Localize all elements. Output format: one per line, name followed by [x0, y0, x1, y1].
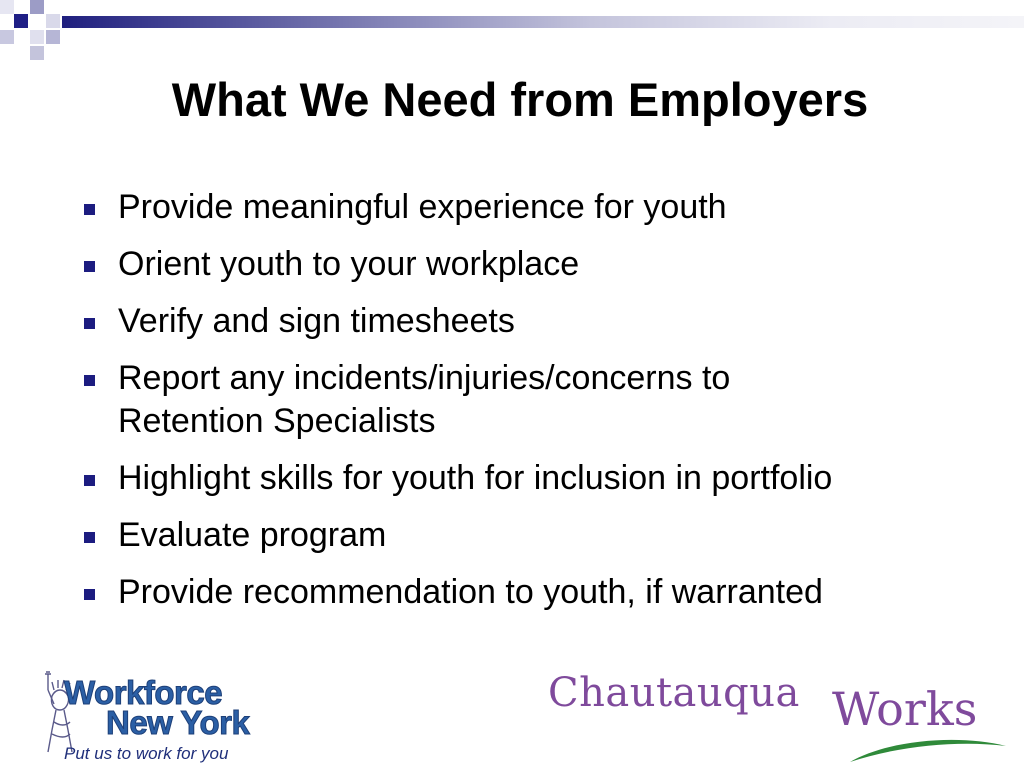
square-bullet-icon — [84, 261, 95, 272]
decor-square — [46, 14, 60, 28]
decor-square — [30, 46, 44, 60]
chautauqua-logo-word2: Works — [832, 682, 978, 736]
workforce-logo-line2: New York — [106, 704, 250, 741]
workforce-logo-line1: Workforce — [64, 674, 223, 711]
bullet-item — [80, 571, 980, 614]
slide-title: What We Need from Employers — [171, 73, 869, 126]
bullet-item — [80, 243, 980, 286]
square-bullet-icon — [84, 532, 95, 543]
decor-square — [0, 0, 14, 14]
square-bullet-icon — [84, 318, 95, 329]
bullet-item — [80, 357, 878, 443]
bullet-text: Provide recommendation to youth, if warranted — [118, 573, 823, 611]
chautauqua-works-logo — [548, 668, 1018, 766]
square-bullet-icon — [84, 589, 95, 600]
bullet-text: Evaluate program — [118, 516, 387, 554]
workforce-new-york-logo — [38, 668, 298, 766]
workforce-logo-tagline: Put us to work for you — [64, 744, 229, 763]
square-bullet-icon — [84, 204, 95, 215]
decor-square — [30, 30, 44, 44]
chautauqua-logo-word1: Chautauqua — [548, 670, 800, 716]
bullet-list — [80, 186, 980, 628]
bullet-text: Orient youth to your workplace — [118, 245, 580, 283]
bullet-text: Verify and sign timesheets — [118, 302, 515, 340]
bullet-text: Report any incidents/injuries/concerns to Retention Specialists — [118, 359, 731, 440]
decor-square — [30, 0, 44, 14]
decor-square — [0, 30, 14, 44]
decor-square — [46, 30, 60, 44]
decor-square — [14, 14, 28, 28]
bullet-text: Provide meaningful experience for youth — [118, 188, 727, 226]
bullet-item — [80, 514, 980, 557]
bullet-item — [80, 457, 980, 500]
square-bullet-icon — [84, 475, 95, 486]
green-swoosh-icon — [848, 736, 1008, 766]
bullet-item — [80, 186, 980, 229]
bullet-item — [80, 300, 980, 343]
square-bullet-icon — [84, 375, 95, 386]
header-gradient-bar — [62, 16, 1024, 28]
bullet-text: Highlight skills for youth for inclusion in portfolio — [118, 459, 833, 497]
